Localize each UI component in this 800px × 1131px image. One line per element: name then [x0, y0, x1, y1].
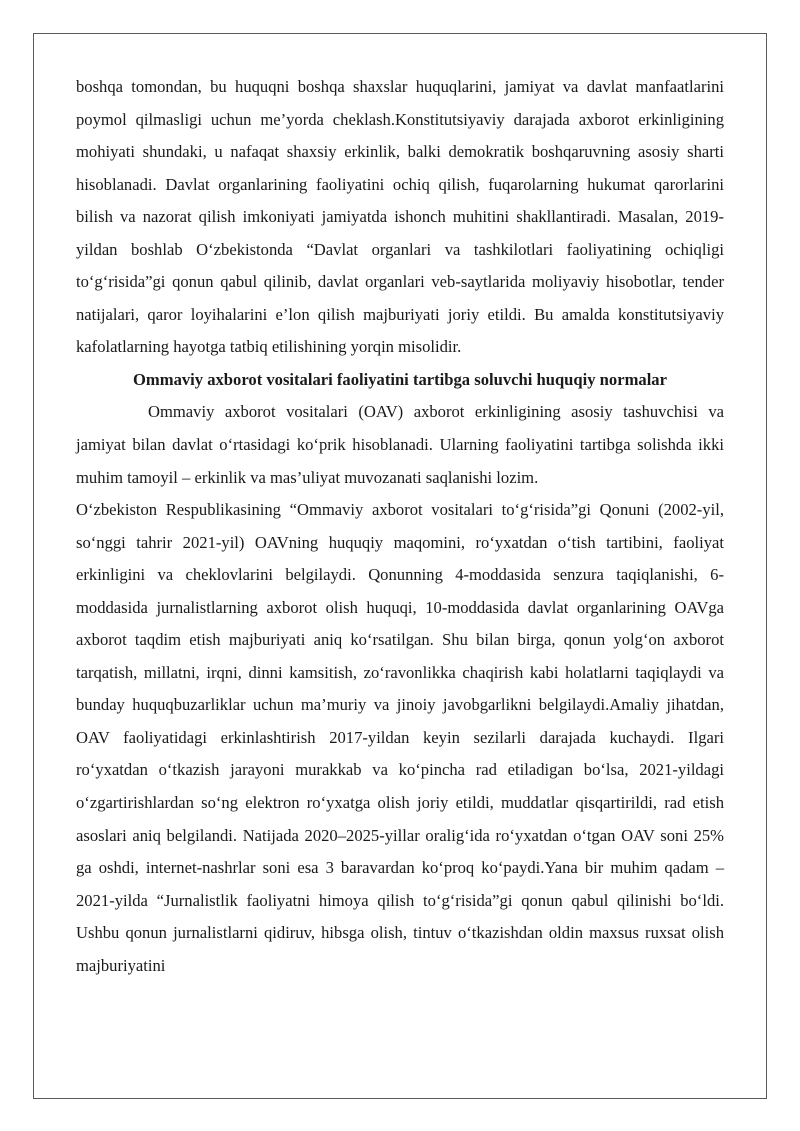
paragraph-oav-intro: Ommaviy axborot vositalari (OAV) axborot erkinligining asosiy tashuvchisi va jamiyat bilan davlat o‘rtasidagi ko‘prik hisoblanadi. Ularning faoliyatini tartibga solishda ikki muhim tamoyil – erkinlik va mas’uliyat muvozanati saqlanishi lozim.: [76, 402, 724, 487]
paragraph-oav-law: O‘zbekiston Respublikasining “Ommaviy axborot vositalari to‘g‘risida”gi Qonuni (2002-yil, so‘nggi tahrir 2021-yil) OAVning huquqiy maqomini, ro‘yxatdan o‘tish tartibini, faoliyat erkinligini va cheklovlarini belgilaydi. Qonunning 4-moddasida senzura taqiqlanishi, 6-moddasida jurnalistlarning axborot olish huquqi, 10-moddasida davlat organlarining OAVga axborot taqdim etish majburiyati aniq ko‘rsatilgan. Shu bilan birga, qonun yolg‘on axborot tarqatish, millatni, irqni, dinni kamsitish, zo‘ravonlikka chaqirish kabi holatlarni taqiqlaydi va bunday huquqbuzarliklar uchun ma’muriy va jinoiy javobgarlikni belgilaydi.Amaliy jihatdan, OAV faoliyatidagi erkinlashtirish 2017-yildan keyin sezilarli darajada kuchaydi. Ilgari ro‘yxatdan o‘tkazish jarayoni murakkab va ko‘pincha rad etiladigan bo‘lsa, 2021-yildagi o‘zgartirishlardan so‘ng elektron ro‘yxatga olish joriy etildi, muddatlar qisqartirildi, rad etish asoslari aniq belgilandi. Natijada 2020–2025-yillar oralig‘ida ro‘yxatdan o‘tgan OAV soni 25% ga oshdi, internet-nashrlar soni esa 3 baravardan ko‘proq ko‘paydi.Yana bir muhim qadam – 2021-yilda “Jurnalistlik faoliyatni himoya qilish to‘g‘risida”gi qonun qabul qilinishi bo‘ldi. Ushbu qonun jurnalistlarni qidiruv, hibsga olish, tintuv o‘tkazishdan oldin maxsus ruxsat olish majburiyatini: [76, 500, 724, 975]
paragraph-continuation: boshqa tomondan, bu huquqni boshqa shaxslar huquqlarini, jamiyat va davlat manfaatlarini poymol qilmasligi uchun me’yorda cheklash.Konstitutsiyaviy darajada axborot erkinligining mohiyati shundaki, u nafaqat shaxsiy erkinlik, balki demokratik boshqaruvning asosiy sharti hisoblanadi. Davlat organlarining faoliyatini ochiq qilish, fuqarolarning hukumat qarorlarini bilish va nazorat qilish imkoniyati jamiyatda ishonch muhitini shakllantiradi. Masalan, 2019-yildan boshlab O‘zbekistonda “Davlat organlari va tashkilotlari faoliyatining ochiqligi to‘g‘risida”gi qonun qabul qilinib, davlat organlari veb-saytlarida moliyaviy hisobotlar, tender natijalari, qaror loyihalarini e’lon qilish majburiyati joriy etildi. Bu amalda konstitutsiyaviy kafolatlarning hayotga tatbiq etilishining yorqin misolidir.: [76, 77, 724, 357]
document-body: [76, 71, 724, 982]
section-heading: Ommaviy axborot vositalari faoliyatini tartibga soluvchi huquqiy normalar: [133, 369, 667, 389]
